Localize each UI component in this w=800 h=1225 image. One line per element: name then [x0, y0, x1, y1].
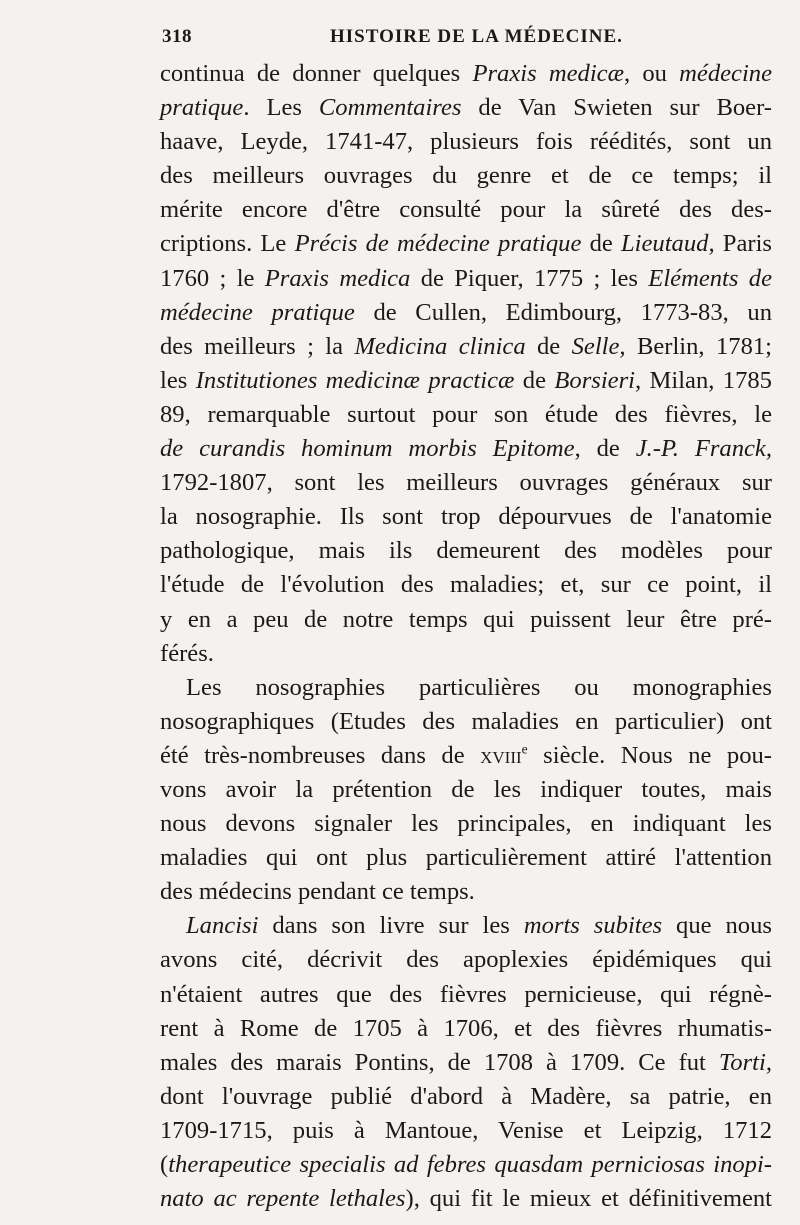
text-line: des médecins pendant ce temps.: [160, 878, 475, 906]
page-number: 318: [162, 26, 192, 47]
text-line: la nosographie. Ils sont trop dépourvues de l'anatomie: [160, 503, 772, 531]
text-line: pathologique, mais ils demeurent des modèles pour: [160, 537, 772, 565]
text-line: Lancisi dans son livre sur les morts subites que nous: [186, 912, 772, 940]
text-line: de curandis hominum morbis Epitome, de J.-P. Franck,: [160, 435, 772, 463]
text-line: maladies qui ont plus particulièrement attiré l'attention: [160, 844, 772, 872]
text-line: Les nosographies particulières ou monographies: [186, 673, 772, 701]
text-line: l'étude de l'évolution des maladies; et, sur ce point, il: [160, 571, 772, 599]
text-line: 89, remarquable surtout pour son étude des fièvres, le: [160, 400, 772, 428]
text-line: vons avoir la prétention de les indiquer toutes, mais: [160, 775, 772, 803]
text-line: criptions. Le Précis de médecine pratique de Lieutaud, Paris: [160, 230, 772, 258]
text-line: les Institutiones medicinæ practicæ de Borsieri, Milan, 1785: [160, 366, 772, 394]
text-line: dont l'ouvrage publié d'abord à Madère, sa patrie, en: [160, 1082, 772, 1110]
text-line: nosographiques (Etudes des maladies en particulier) ont: [160, 707, 772, 735]
text-line: (therapeutice specialis ad febres quasdam perniciosas inopi-: [160, 1151, 772, 1178]
text-line: continua de donner quelques Praxis medicæ, ou médecine: [160, 60, 772, 87]
text-line: pratique. Les Commentaires de Van Swieten sur Boer-: [160, 94, 772, 122]
text-line: 1760 ; le Praxis medica de Piquer, 1775 ; les Eléments de: [160, 264, 772, 292]
text-line: été très-nombreuses dans de xviii$^e$ siècle. Nous ne pou-: [160, 741, 773, 769]
text-line: n'étaient autres que des fièvres pernicieuse, qui régnè-: [160, 980, 772, 1008]
text-line: nous devons signaler les principales, en indiquant les: [160, 810, 772, 838]
body-text: [160, 57, 772, 1216]
text-line: mérite encore d'être consulté pour la sûreté des des-: [160, 196, 772, 224]
text-line: férés.: [160, 639, 214, 667]
text-line: médecine pratique de Cullen, Edimbourg, 1773-83, un: [160, 298, 772, 326]
text-line: 1709-1715, puis à Mantoue, Venise et Leipzig, 1712: [160, 1116, 772, 1144]
text-line: nato ac repente lethales), qui fit le mieux et définitivement: [160, 1185, 772, 1213]
text-line: 1792-1807, sont les meilleurs ouvrages généraux sur: [160, 469, 772, 497]
text-line: y en a peu de notre temps qui puissent leur être pré-: [160, 605, 772, 633]
running-header: [162, 20, 772, 54]
running-title: HISTOIRE DE LA MÉDECINE.: [330, 26, 623, 47]
text-line: des meilleurs ; la Medicina clinica de Selle, Berlin, 1781;: [160, 332, 772, 360]
text-line: rent à Rome de 1705 à 1706, et des fièvres rhumatis-: [160, 1014, 772, 1042]
text-line: des meilleurs ouvrages du genre et de ce temps; il: [160, 162, 772, 190]
text-line: males des marais Pontins, de 1708 à 1709. Ce fut Torti,: [160, 1048, 772, 1076]
text-line: haave, Leyde, 1741-47, plusieurs fois réédités, sont un: [160, 128, 772, 156]
text-line: avons cité, décrivit des apoplexies épidémiques qui: [160, 946, 772, 974]
